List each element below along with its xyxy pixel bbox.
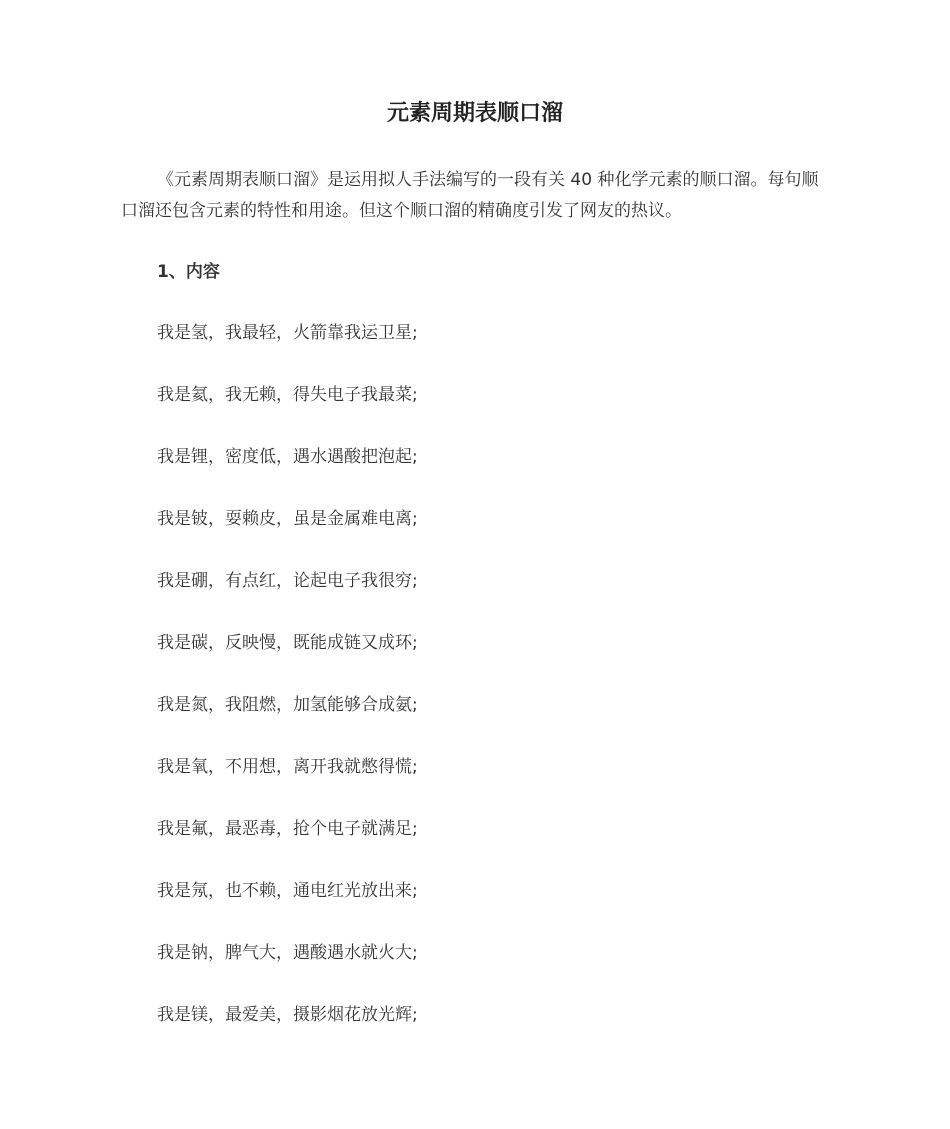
rhyme-line: 我是氮，我阻燃，加氢能够合成氨;: [157, 695, 418, 715]
rhyme-line: 我是碳，反映慢，既能成链又成环;: [157, 633, 418, 653]
intro-paragraph: 《元素周期表顺口溜》是运用拟人手法编写的一段有关 40 种化学元素的顺口溜。每句顺口溜还包含元素的特性和用途。但这个顺口溜的精确度引发了网友的热议。: [121, 170, 819, 221]
rhyme-line: 我是镁，最爱美，摄影烟花放光辉;: [157, 1005, 418, 1025]
rhyme-line: 我是氖，也不赖，通电红光放出来;: [157, 881, 418, 901]
rhyme-line: 我是氟，最恶毒，抢个电子就满足;: [157, 819, 418, 839]
rhyme-list: [157, 318, 418, 1062]
rhyme-line: 我是氦，我无赖，得失电子我最菜;: [157, 385, 418, 405]
rhyme-line: 我是氧，不用想，离开我就憋得慌;: [157, 757, 418, 777]
rhyme-line: 我是硼，有点红，论起电子我很穷;: [157, 571, 418, 591]
rhyme-line: 我是锂，密度低，遇水遇酸把泡起;: [157, 447, 418, 467]
rhyme-line: 我是铍，耍赖皮，虽是金属难电离;: [157, 509, 418, 529]
rhyme-line: 我是氢，我最轻，火箭靠我运卫星;: [157, 323, 418, 343]
rhyme-line: 我是钠，脾气大，遇酸遇水就火大;: [157, 943, 418, 963]
document-title: 元素周期表顺口溜: [386, 101, 563, 126]
section-heading: 1、内容: [157, 262, 220, 282]
